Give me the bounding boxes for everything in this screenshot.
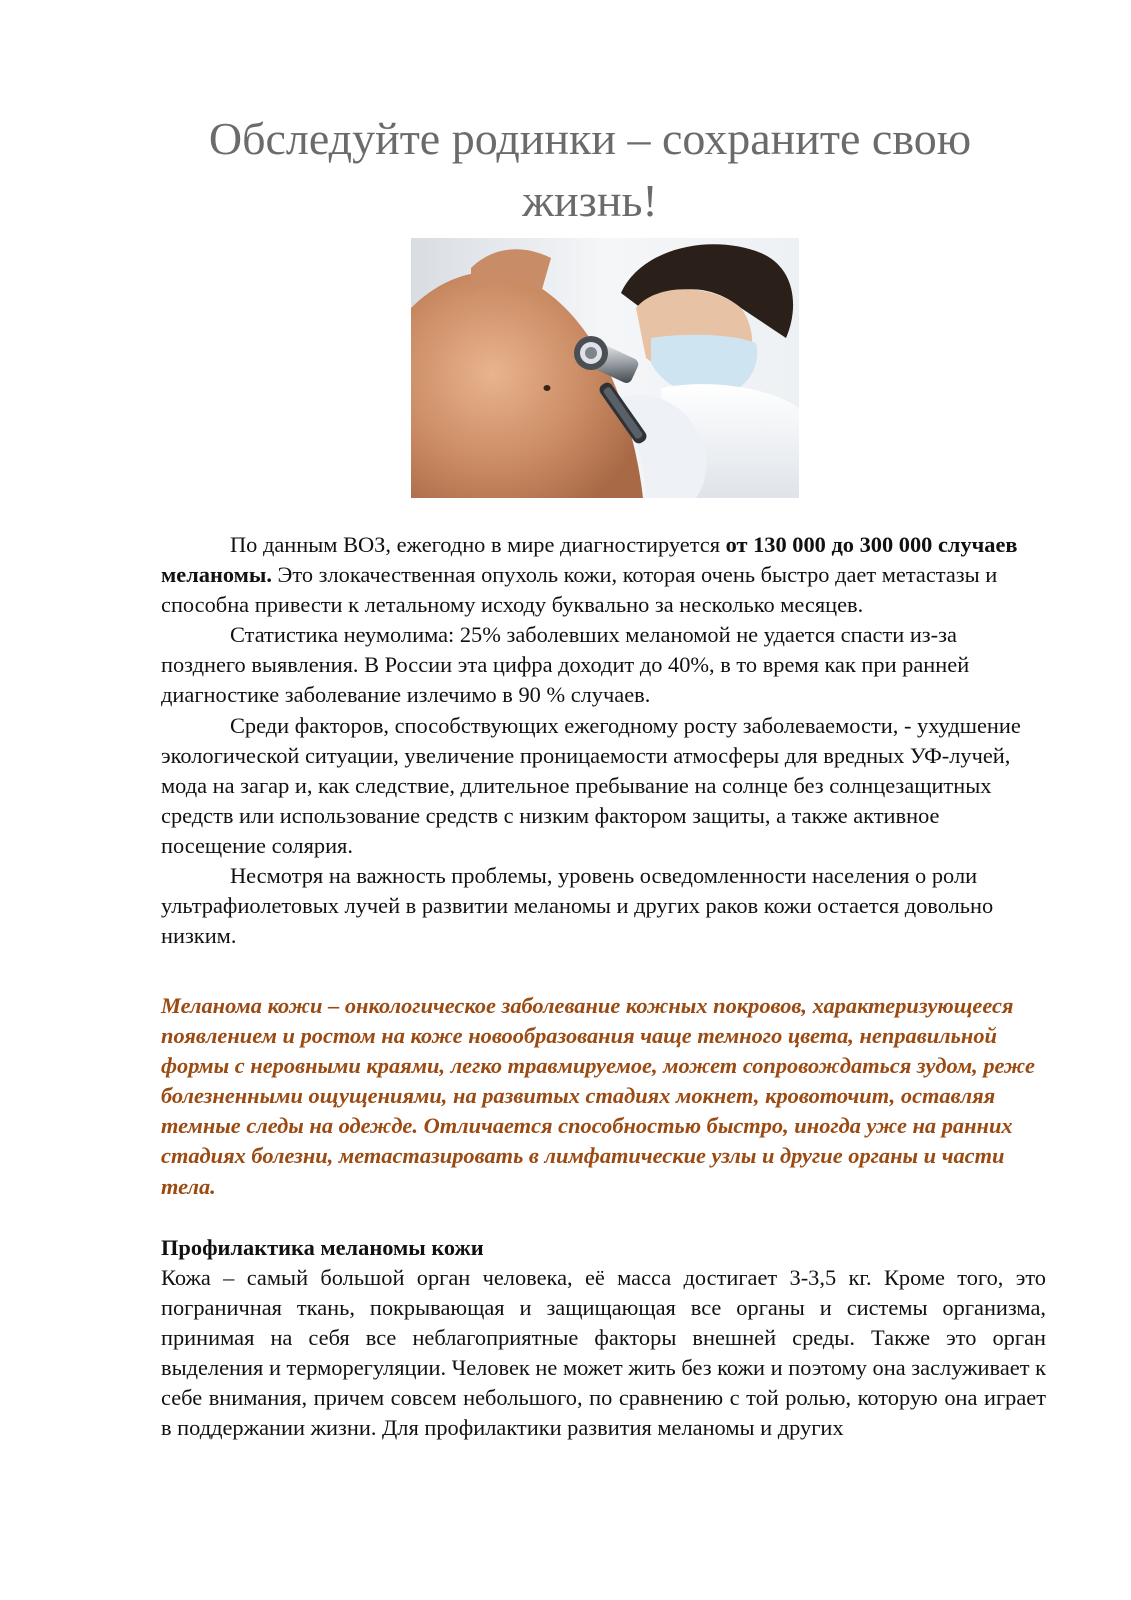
- intro-paragraphs: [161, 530, 1046, 951]
- paragraph-mortality-statistics: Статистика неумолима: 25% заболевших меланомой не удается спасти из-за позднего выявления. В России эта цифра доходит до 40%, в то время как при ранней диагностике заболевание излечимо в 90 % случаев.: [161, 622, 970, 708]
- paragraph-text: Это злокачественная опухоль кожи, которая очень быстро дает метастазы и способна привести к летальному исходу буквально за несколько месяцев.: [161, 562, 998, 618]
- paragraph-risk-factors: Среди факторов, способствующих ежегодному росту заболеваемости, - ухудшение экологической ситуации, увеличение проницаемости атмосферы для вредных УФ-лучей, мода на загар и, как следствие, длительное пребывание на солнце без солнцезащитных средств или использование средств с низким фактором защиты, а также активное посещение солярия.: [161, 712, 1021, 858]
- melanoma-definition: Меланома кожи – онкологическое заболевание кожных покровов, характеризующееся появлением и ростом на коже новообразования чаще темного цвета, неправильной формы с неровными краями, легко травмируемое, может сопровождаться зудом, реже болезненными ощущениями, на развитых стадиях мокнет, кровоточит, оставляя темные следы на одежде. Отличается способностью быстро, иногда уже на ранних стадиях болезни, метастазировать в лимфатические узлы и другие органы и части тела.: [161, 993, 1035, 1199]
- page-title: Обследуйте родинки – сохраните свою жизнь!: [208, 113, 972, 226]
- section-heading-prevention: Профилактика меланомы кожи: [161, 1235, 484, 1260]
- bold-case-count: от 130 000 до 300 000 случаев меланомы.: [161, 532, 1018, 588]
- paragraph-text: По данным ВОЗ, ежегодно в мире диагностируется: [230, 532, 726, 557]
- paragraph-who-statistics: [161, 530, 1046, 620]
- paragraph-skin-organ: Кожа – самый большой орган человека, её масса достигает 3-3,5 кг. Кроме того, это пограничная ткань, покрывающая и защищающая все органы и системы организма, принимая на себя все неблагоприятные факторы внешней среды. Также это орган выделения и терморегуляции. Человек не может жить без кожи и поэтому она заслуживает к себе внимания, причем совсем небольшого, по сравнению с той ролью, которую она играет в поддержании жизни. Для профилактики развития меланомы и других: [161, 1265, 1046, 1441]
- dermatoscope-exam-photo: [411, 238, 799, 498]
- paragraph-awareness: Несмотря на важность проблемы, уровень осведомленности населения о роли ультрафиолетовых лучей в развитии меланомы и других раков кожи остается довольно низким.: [161, 863, 994, 949]
